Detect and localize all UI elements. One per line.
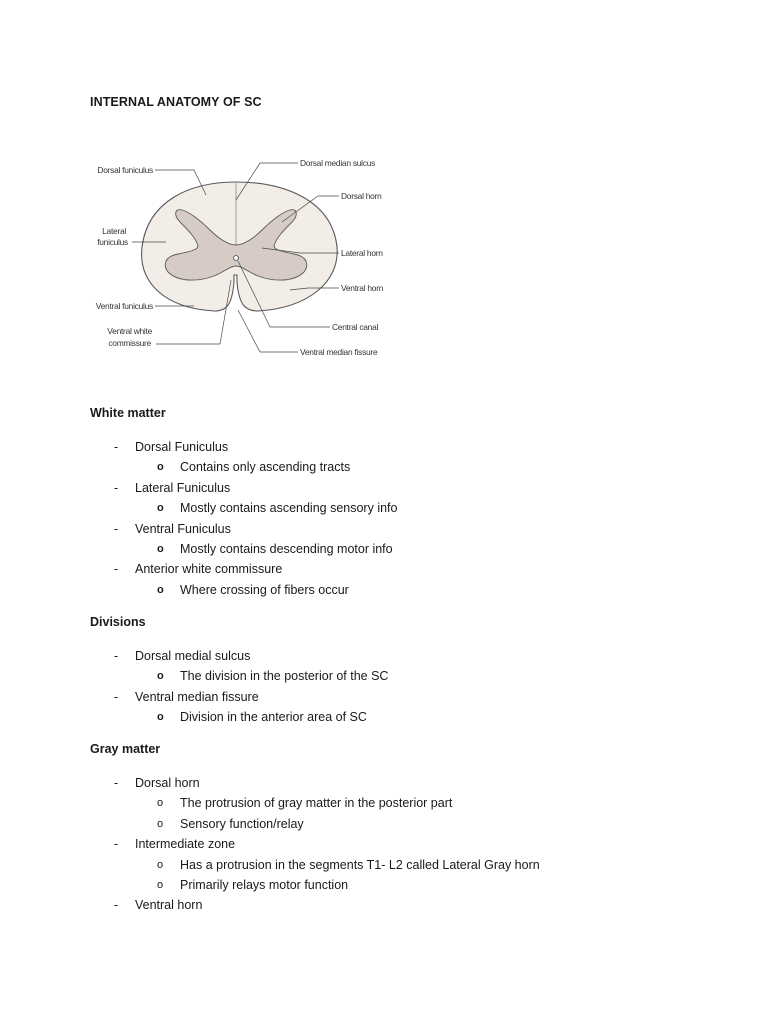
list-item	[0, 478, 397, 498]
label-ventral-median-fissure: Ventral median fissure	[300, 347, 378, 357]
sub-list-item-label: The protrusion of gray matter in the posterior part	[180, 796, 453, 811]
label-central-canal: Central canal	[332, 322, 379, 332]
dash-marker: -	[114, 440, 119, 454]
divisions-list	[0, 646, 388, 728]
list-item-label: Dorsal Funiculus	[135, 440, 229, 454]
white-matter-heading: White matter	[90, 406, 166, 420]
sub-list-item-label: Mostly contains descending motor info	[180, 542, 393, 557]
list-item-label: Ventral horn	[135, 898, 203, 913]
list-item-label: Dorsal horn	[135, 776, 200, 790]
dash-marker: -	[114, 689, 119, 704]
sub-list-item-label: The division in the posterior of the SC	[180, 669, 389, 684]
spinal-cord-diagram	[86, 150, 396, 370]
list-item-label: Dorsal medial sulcus	[135, 649, 251, 663]
list-item	[0, 687, 388, 707]
label-dorsal-horn: Dorsal horn	[341, 191, 382, 201]
label-ventral-white-commissure-line2: commissure	[108, 338, 151, 348]
list-item-label: Ventral Funiculus	[135, 521, 231, 536]
list-item-label: Ventral median fissure	[135, 689, 259, 704]
dash-marker: -	[114, 562, 119, 577]
sub-list-item	[0, 666, 388, 686]
sub-list-item	[0, 580, 397, 600]
sub-list-item	[0, 707, 388, 727]
bullet-marker: o	[157, 461, 164, 474]
dash-marker: -	[114, 480, 119, 495]
bullet-marker: o	[157, 858, 164, 871]
sub-list-item-label: Sensory function/relay	[180, 816, 304, 831]
sub-list-item	[0, 457, 397, 477]
dash-marker: -	[114, 776, 119, 790]
leader-ventral-median-fissure	[238, 310, 298, 352]
bullet-marker: o	[157, 879, 164, 892]
list-item	[0, 519, 397, 539]
bullet-marker: o	[157, 670, 164, 683]
label-lateral-funiculus-line2: funiculus	[97, 237, 128, 247]
label-dorsal-median-sulcus: Dorsal median sulcus	[300, 158, 376, 168]
page-title: INTERNAL ANATOMY OF SC	[90, 95, 262, 109]
bullet-marker: o	[157, 502, 164, 515]
list-item	[0, 437, 397, 457]
spinal-cord-cross-section-figure	[86, 150, 396, 370]
sub-list-item	[0, 875, 540, 895]
list-item-label: Lateral Funiculus	[135, 480, 231, 495]
label-dorsal-funiculus: Dorsal funiculus	[97, 165, 153, 175]
bullet-marker: o	[157, 711, 164, 724]
list-item	[0, 773, 540, 793]
list-item-label: Intermediate zone	[135, 837, 236, 852]
list-item	[0, 559, 397, 579]
list-item	[0, 646, 388, 666]
sub-list-item	[0, 855, 540, 875]
dash-marker: -	[114, 837, 119, 852]
dash-marker: -	[114, 649, 119, 663]
label-ventral-horn: Ventral horn	[341, 283, 384, 293]
sub-list-item	[0, 498, 397, 518]
list-item-label: Anterior white commissure	[135, 562, 283, 577]
label-ventral-white-commissure-line1: Ventral white	[107, 326, 152, 336]
bullet-marker: o	[157, 797, 164, 810]
label-ventral-funiculus: Ventral funiculus	[95, 301, 153, 311]
sub-list-item-label: Has a protrusion in the segments T1- L2 called Lateral Gray horn	[180, 857, 540, 872]
sub-list-item	[0, 793, 540, 813]
dash-marker: -	[114, 521, 119, 536]
white-matter-list	[0, 437, 397, 600]
sub-list-item-label: Contains only ascending tracts	[180, 460, 351, 475]
divisions-heading: Divisions	[90, 615, 146, 629]
bullet-marker: o	[157, 817, 164, 830]
bullet-marker: o	[157, 543, 164, 556]
central-canal	[234, 256, 239, 261]
dash-marker: -	[114, 898, 119, 913]
bullet-marker: o	[157, 583, 164, 596]
sub-list-item-label: Primarily relays motor function	[180, 878, 349, 893]
gray-matter-list	[0, 773, 540, 916]
sub-list-item-label: Mostly contains ascending sensory info	[180, 501, 398, 516]
gray-matter-heading: Gray matter	[90, 742, 161, 756]
sub-list-item	[0, 814, 540, 834]
list-item	[0, 834, 540, 854]
list-item	[0, 895, 540, 915]
sub-list-item-label: Where crossing of fibers occur	[180, 582, 349, 597]
label-lateral-horn: Lateral horn	[341, 248, 383, 258]
sub-list-item-label: Division in the anterior area of SC	[180, 710, 367, 725]
sub-list-item	[0, 539, 397, 559]
label-lateral-funiculus-line1: Lateral	[102, 226, 126, 236]
